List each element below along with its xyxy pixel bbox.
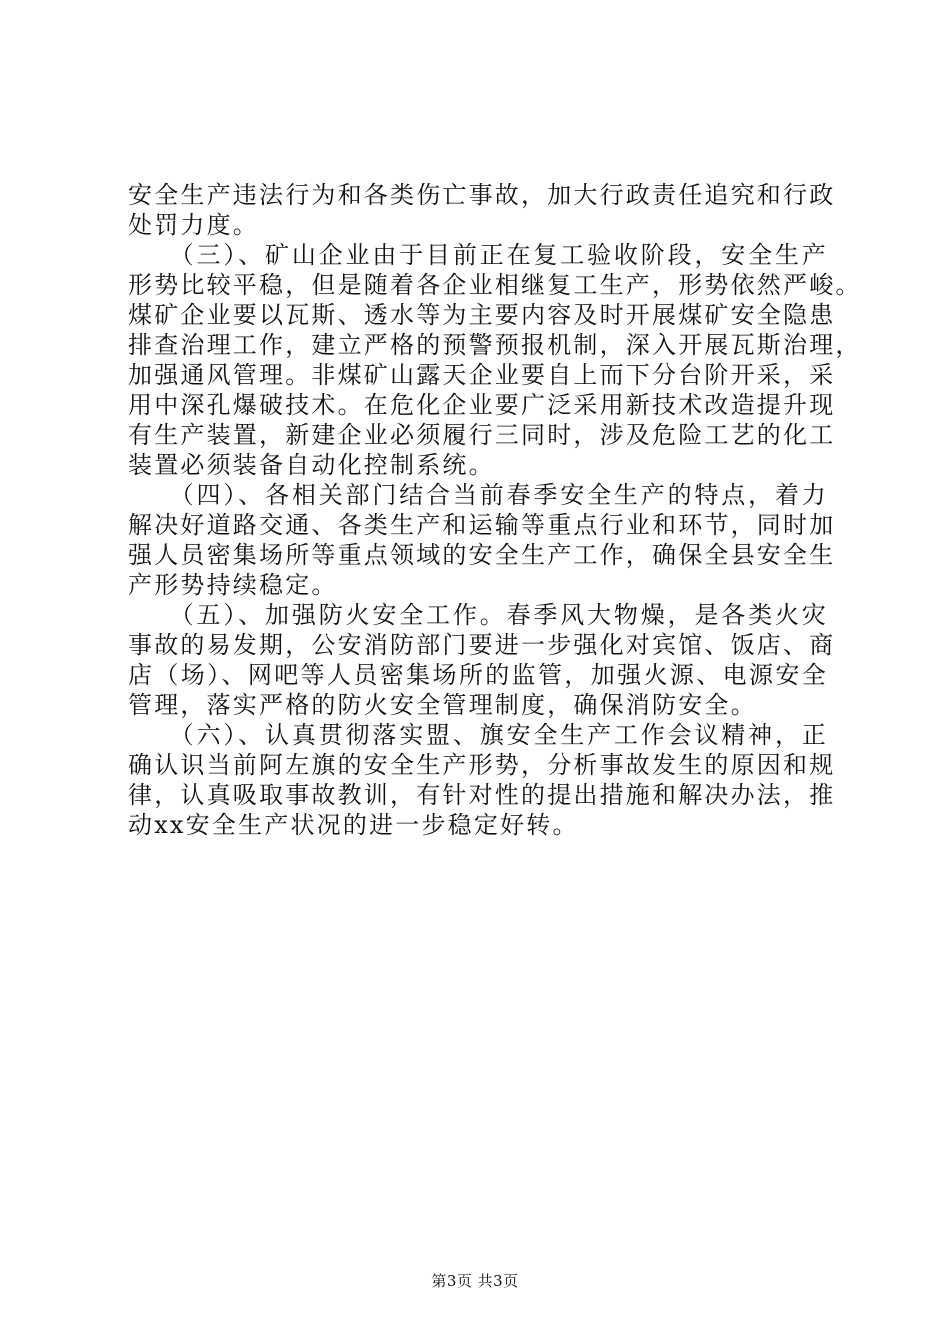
- body-line: 用中深孔爆破技术。在危化企业要广泛采用新技术改造提升现: [128, 391, 836, 419]
- body-line: 有生产装置，新建企业必须履行三同时，涉及危险工艺的化工: [128, 421, 836, 449]
- body-line: 加强通风管理。非煤矿山露天企业要自上而下分台阶开采，采: [128, 361, 836, 389]
- body-line: 确认识当前阿左旗的安全生产形势，分析事故发生的原因和规: [128, 751, 836, 779]
- body-line: 煤矿企业要以瓦斯、透水等为主要内容及时开展煤矿安全隐患: [128, 301, 836, 329]
- page-footer: 第3页 共3页: [431, 1272, 519, 1290]
- body-line: 形势比较平稳，但是随着各企业相继复工生产，形势依然严峻。: [128, 271, 862, 299]
- body-line: （四）、各相关部门结合当前春季安全生产的特点，着力: [128, 481, 828, 509]
- body-line: 装置必须装备自动化控制系统。: [128, 451, 495, 479]
- body-line: 店（场）、网吧等人员密集场所的监管，加强火源、电源安全: [128, 661, 828, 689]
- body-line: （三）、矿山企业由于目前正在复工验收阶段，安全生产: [128, 241, 828, 269]
- body-line: 强人员密集场所等重点领域的安全生产工作，确保全县安全生: [128, 541, 836, 569]
- body-line: （六）、认真贯彻落实盟、旗安全生产工作会议精神，正: [128, 721, 828, 749]
- body-line: 安全生产违法行为和各类伤亡事故，加大行政责任追究和行政: [128, 181, 836, 209]
- body-line: 管理，落实严格的防火安全管理制度，确保消防安全。: [128, 691, 757, 719]
- body-line: （五）、加强防火安全工作。春季风大物燥，是各类火灾: [128, 601, 828, 629]
- body-line: 动xx安全生产状况的进一步稳定好转。: [128, 811, 579, 839]
- body-line: 处罚力度。: [128, 211, 259, 239]
- body-line: 解决好道路交通、各类生产和运输等重点行业和环节，同时加: [128, 511, 836, 539]
- body-line: 产形势持续稳定。: [128, 571, 338, 599]
- body-line: 排查治理工作，建立严格的预警预报机制，深入开展瓦斯治理，: [128, 331, 862, 359]
- body-line: 事故的易发期，公安消防部门要进一步强化对宾馆、饭店、商: [128, 631, 836, 659]
- body-line: 律，认真吸取事故教训，有针对性的提出措施和解决办法，推: [128, 781, 836, 809]
